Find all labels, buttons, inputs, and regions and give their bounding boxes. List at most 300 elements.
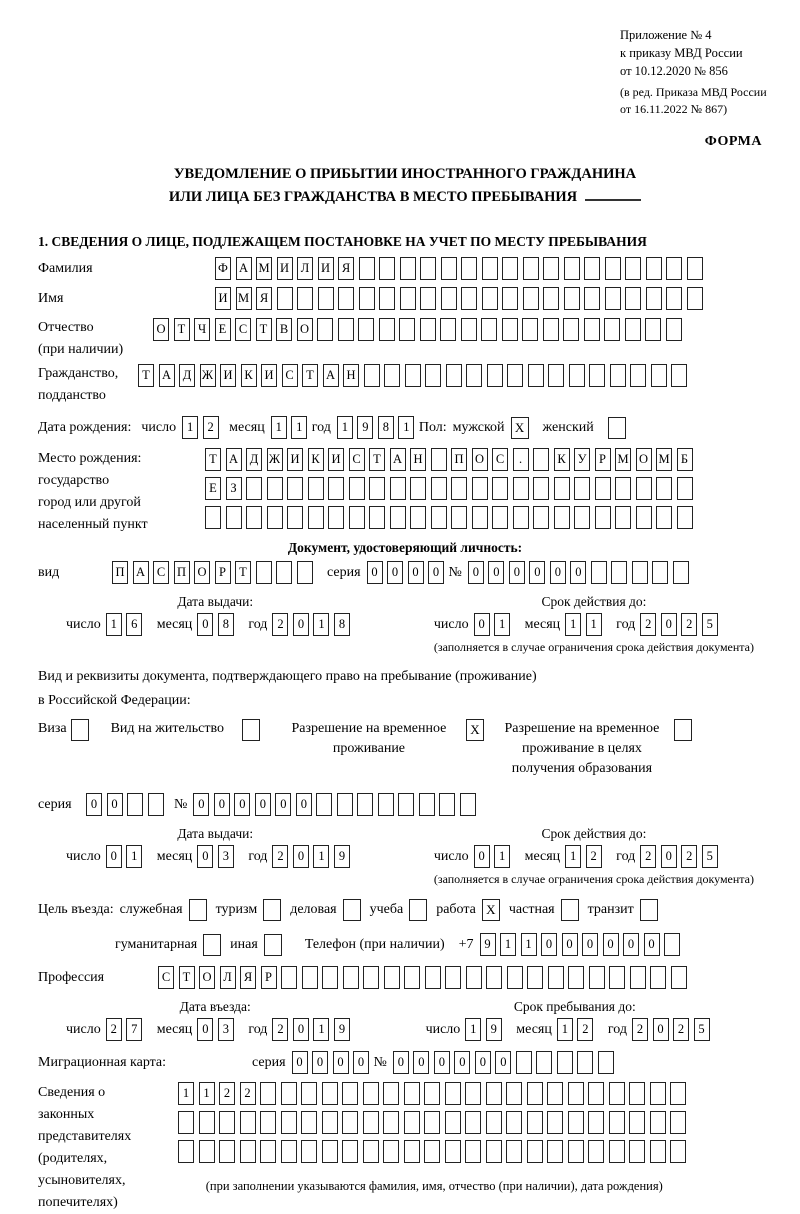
char-cell[interactable]: 0 (353, 1051, 369, 1074)
char-cell[interactable]: 0 (509, 561, 525, 584)
char-cell[interactable] (369, 477, 385, 500)
char-cell[interactable] (338, 318, 354, 341)
char-cell[interactable]: 0 (387, 561, 403, 584)
char-cell[interactable] (357, 793, 373, 816)
char-cell[interactable]: 2 (640, 845, 656, 868)
char-cell[interactable]: 1 (565, 613, 581, 636)
char-cell[interactable] (666, 287, 682, 310)
char-cell[interactable]: Я (338, 257, 354, 280)
char-cell[interactable] (267, 506, 283, 529)
char-cell[interactable]: 0 (197, 1018, 213, 1041)
char-cell[interactable]: 1 (313, 613, 329, 636)
char-cell[interactable] (547, 1140, 563, 1163)
char-cell[interactable] (611, 561, 627, 584)
char-cell[interactable] (527, 966, 543, 989)
char-cell[interactable] (506, 1111, 522, 1134)
purpose-tourism-checkbox[interactable] (263, 899, 281, 921)
char-cell[interactable] (536, 1051, 552, 1074)
char-cell[interactable] (533, 506, 549, 529)
char-cell[interactable] (281, 1111, 297, 1134)
char-cell[interactable] (543, 287, 559, 310)
char-cell[interactable]: 1 (178, 1082, 194, 1105)
option-residence-permit-checkbox[interactable] (242, 719, 260, 741)
char-cell[interactable]: С (349, 448, 365, 471)
char-cell[interactable]: 0 (474, 845, 490, 868)
char-cell[interactable] (610, 364, 626, 387)
char-cell[interactable] (577, 1051, 593, 1074)
char-cell[interactable] (527, 1140, 543, 1163)
char-cell[interactable]: 8 (378, 416, 394, 439)
char-cell[interactable] (439, 793, 455, 816)
char-cell[interactable] (205, 506, 221, 529)
char-cell[interactable] (398, 793, 414, 816)
char-cell[interactable] (246, 506, 262, 529)
char-cell[interactable]: 3 (218, 1018, 234, 1041)
char-cell[interactable] (337, 793, 353, 816)
char-cell[interactable] (316, 793, 332, 816)
char-cell[interactable] (595, 506, 611, 529)
char-cell[interactable]: И (287, 448, 303, 471)
char-cell[interactable]: Е (205, 477, 221, 500)
char-cell[interactable]: 0 (623, 933, 639, 956)
char-cell[interactable] (425, 364, 441, 387)
char-cell[interactable] (588, 1111, 604, 1134)
char-cell[interactable] (533, 448, 549, 471)
char-cell[interactable]: Р (595, 448, 611, 471)
char-cell[interactable] (267, 477, 283, 500)
char-cell[interactable]: 0 (293, 1018, 309, 1041)
char-cell[interactable]: 0 (550, 561, 566, 584)
char-cell[interactable]: 1 (521, 933, 537, 956)
char-cell[interactable] (506, 1082, 522, 1105)
char-cell[interactable] (379, 318, 395, 341)
char-cell[interactable]: 0 (234, 793, 250, 816)
char-cell[interactable] (349, 506, 365, 529)
char-cell[interactable] (404, 1082, 420, 1105)
char-cell[interactable]: П (451, 448, 467, 471)
char-cell[interactable]: 5 (694, 1018, 710, 1041)
char-cell[interactable] (656, 506, 672, 529)
char-cell[interactable] (589, 364, 605, 387)
char-cell[interactable] (322, 966, 338, 989)
char-cell[interactable] (420, 257, 436, 280)
char-cell[interactable] (646, 257, 662, 280)
purpose-business-checkbox[interactable] (343, 899, 361, 921)
char-cell[interactable] (441, 257, 457, 280)
char-cell[interactable] (502, 257, 518, 280)
char-cell[interactable]: А (323, 364, 339, 387)
char-cell[interactable]: 0 (106, 845, 122, 868)
char-cell[interactable]: О (153, 318, 169, 341)
char-cell[interactable] (568, 1082, 584, 1105)
char-cell[interactable]: 1 (313, 845, 329, 868)
purpose-official-checkbox[interactable] (189, 899, 207, 921)
char-cell[interactable] (400, 257, 416, 280)
char-cell[interactable]: 0 (293, 613, 309, 636)
char-cell[interactable] (287, 506, 303, 529)
char-cell[interactable] (441, 287, 457, 310)
char-cell[interactable] (523, 257, 539, 280)
char-cell[interactable] (591, 561, 607, 584)
char-cell[interactable]: Е (215, 318, 231, 341)
char-cell[interactable]: Ч (194, 318, 210, 341)
char-cell[interactable] (625, 287, 641, 310)
char-cell[interactable] (379, 287, 395, 310)
char-cell[interactable] (625, 318, 641, 341)
char-cell[interactable] (199, 1140, 215, 1163)
char-cell[interactable] (609, 1111, 625, 1134)
char-cell[interactable] (656, 477, 672, 500)
char-cell[interactable] (358, 318, 374, 341)
char-cell[interactable] (487, 364, 503, 387)
char-cell[interactable] (383, 1140, 399, 1163)
sex-male-checkbox[interactable]: X (511, 417, 529, 439)
char-cell[interactable]: Т (302, 364, 318, 387)
char-cell[interactable] (492, 477, 508, 500)
char-cell[interactable]: 0 (562, 933, 578, 956)
char-cell[interactable] (281, 1140, 297, 1163)
char-cell[interactable]: О (199, 966, 215, 989)
char-cell[interactable]: 0 (434, 1051, 450, 1074)
char-cell[interactable] (301, 1111, 317, 1134)
char-cell[interactable] (466, 966, 482, 989)
char-cell[interactable]: А (133, 561, 149, 584)
char-cell[interactable]: 0 (495, 1051, 511, 1074)
char-cell[interactable]: 1 (337, 416, 353, 439)
char-cell[interactable] (588, 1140, 604, 1163)
char-cell[interactable]: 9 (357, 416, 373, 439)
char-cell[interactable] (465, 1111, 481, 1134)
char-cell[interactable] (615, 506, 631, 529)
char-cell[interactable] (630, 364, 646, 387)
char-cell[interactable]: 1 (313, 1018, 329, 1041)
char-cell[interactable]: Р (261, 966, 277, 989)
char-cell[interactable] (338, 287, 354, 310)
char-cell[interactable] (410, 477, 426, 500)
char-cell[interactable]: Т (235, 561, 251, 584)
char-cell[interactable] (404, 1111, 420, 1134)
char-cell[interactable]: П (112, 561, 128, 584)
char-cell[interactable] (574, 506, 590, 529)
char-cell[interactable] (516, 1051, 532, 1074)
char-cell[interactable]: Б (677, 448, 693, 471)
char-cell[interactable]: 0 (367, 561, 383, 584)
char-cell[interactable]: 0 (275, 793, 291, 816)
char-cell[interactable]: Л (297, 257, 313, 280)
option-temp-residence-education-checkbox[interactable] (674, 719, 692, 741)
char-cell[interactable] (445, 1082, 461, 1105)
char-cell[interactable]: 3 (218, 845, 234, 868)
char-cell[interactable]: А (226, 448, 242, 471)
purpose-work-checkbox[interactable]: X (482, 899, 500, 921)
char-cell[interactable]: Т (179, 966, 195, 989)
char-cell[interactable] (379, 257, 395, 280)
char-cell[interactable] (636, 477, 652, 500)
char-cell[interactable] (609, 966, 625, 989)
char-cell[interactable] (486, 1111, 502, 1134)
char-cell[interactable]: А (159, 364, 175, 387)
char-cell[interactable] (472, 477, 488, 500)
char-cell[interactable] (276, 561, 292, 584)
char-cell[interactable]: 0 (603, 933, 619, 956)
char-cell[interactable] (670, 1111, 686, 1134)
char-cell[interactable] (547, 1111, 563, 1134)
char-cell[interactable]: 2 (240, 1082, 256, 1105)
char-cell[interactable] (219, 1140, 235, 1163)
char-cell[interactable]: 0 (393, 1051, 409, 1074)
char-cell[interactable] (466, 364, 482, 387)
char-cell[interactable] (328, 506, 344, 529)
char-cell[interactable] (461, 287, 477, 310)
char-cell[interactable] (568, 1111, 584, 1134)
char-cell[interactable] (486, 1140, 502, 1163)
option-temp-residence-checkbox[interactable]: X (466, 719, 484, 741)
char-cell[interactable]: 0 (661, 613, 677, 636)
char-cell[interactable] (240, 1140, 256, 1163)
char-cell[interactable]: А (390, 448, 406, 471)
char-cell[interactable] (548, 966, 564, 989)
char-cell[interactable] (445, 966, 461, 989)
char-cell[interactable] (405, 364, 421, 387)
char-cell[interactable]: С (153, 561, 169, 584)
char-cell[interactable]: 2 (272, 613, 288, 636)
char-cell[interactable] (502, 318, 518, 341)
char-cell[interactable] (584, 287, 600, 310)
char-cell[interactable] (563, 318, 579, 341)
char-cell[interactable] (404, 966, 420, 989)
char-cell[interactable] (364, 364, 380, 387)
char-cell[interactable]: 0 (570, 561, 586, 584)
char-cell[interactable] (431, 477, 447, 500)
char-cell[interactable]: К (241, 364, 257, 387)
char-cell[interactable]: 1 (291, 416, 307, 439)
char-cell[interactable]: 0 (529, 561, 545, 584)
char-cell[interactable]: О (194, 561, 210, 584)
char-cell[interactable]: 1 (271, 416, 287, 439)
char-cell[interactable] (650, 1140, 666, 1163)
char-cell[interactable]: И (328, 448, 344, 471)
char-cell[interactable]: Т (205, 448, 221, 471)
char-cell[interactable] (630, 966, 646, 989)
char-cell[interactable]: 0 (333, 1051, 349, 1074)
char-cell[interactable] (595, 477, 611, 500)
char-cell[interactable]: Р (215, 561, 231, 584)
purpose-study-checkbox[interactable] (409, 899, 427, 921)
char-cell[interactable]: 0 (255, 793, 271, 816)
char-cell[interactable] (420, 287, 436, 310)
char-cell[interactable]: 1 (199, 1082, 215, 1105)
char-cell[interactable] (615, 477, 631, 500)
char-cell[interactable] (528, 364, 544, 387)
char-cell[interactable]: Ж (200, 364, 216, 387)
char-cell[interactable]: 0 (582, 933, 598, 956)
char-cell[interactable] (328, 477, 344, 500)
char-cell[interactable] (548, 364, 564, 387)
char-cell[interactable] (650, 1082, 666, 1105)
char-cell[interactable]: 0 (661, 845, 677, 868)
char-cell[interactable] (629, 1140, 645, 1163)
char-cell[interactable] (384, 966, 400, 989)
char-cell[interactable]: П (174, 561, 190, 584)
char-cell[interactable]: 0 (193, 793, 209, 816)
char-cell[interactable]: Я (240, 966, 256, 989)
char-cell[interactable] (308, 506, 324, 529)
char-cell[interactable] (598, 1051, 614, 1074)
char-cell[interactable]: 0 (653, 1018, 669, 1041)
char-cell[interactable]: 5 (702, 845, 718, 868)
char-cell[interactable]: У (574, 448, 590, 471)
char-cell[interactable]: Л (220, 966, 236, 989)
char-cell[interactable]: 9 (334, 845, 350, 868)
char-cell[interactable] (359, 287, 375, 310)
char-cell[interactable] (574, 477, 590, 500)
char-cell[interactable] (523, 287, 539, 310)
char-cell[interactable]: З (226, 477, 242, 500)
char-cell[interactable] (322, 1111, 338, 1134)
char-cell[interactable] (651, 364, 667, 387)
char-cell[interactable]: 9 (480, 933, 496, 956)
char-cell[interactable] (650, 1111, 666, 1134)
char-cell[interactable] (584, 318, 600, 341)
char-cell[interactable]: 2 (106, 1018, 122, 1041)
char-cell[interactable] (554, 506, 570, 529)
char-cell[interactable] (543, 257, 559, 280)
char-cell[interactable] (557, 1051, 573, 1074)
char-cell[interactable] (419, 793, 435, 816)
char-cell[interactable]: 0 (413, 1051, 429, 1074)
char-cell[interactable] (301, 1140, 317, 1163)
char-cell[interactable] (584, 257, 600, 280)
char-cell[interactable] (588, 1082, 604, 1105)
char-cell[interactable] (343, 966, 359, 989)
char-cell[interactable]: 1 (182, 416, 198, 439)
char-cell[interactable]: 2 (577, 1018, 593, 1041)
char-cell[interactable] (342, 1140, 358, 1163)
char-cell[interactable] (424, 1111, 440, 1134)
char-cell[interactable] (424, 1140, 440, 1163)
char-cell[interactable] (482, 287, 498, 310)
char-cell[interactable] (399, 318, 415, 341)
char-cell[interactable] (461, 257, 477, 280)
char-cell[interactable] (297, 287, 313, 310)
char-cell[interactable]: 0 (644, 933, 660, 956)
char-cell[interactable]: . (513, 448, 529, 471)
char-cell[interactable]: С (158, 966, 174, 989)
char-cell[interactable] (431, 506, 447, 529)
char-cell[interactable] (410, 506, 426, 529)
char-cell[interactable]: 1 (106, 613, 122, 636)
char-cell[interactable] (492, 506, 508, 529)
char-cell[interactable] (451, 477, 467, 500)
char-cell[interactable]: 0 (454, 1051, 470, 1074)
char-cell[interactable]: 0 (475, 1051, 491, 1074)
char-cell[interactable] (646, 287, 662, 310)
purpose-other-checkbox[interactable] (264, 934, 282, 956)
char-cell[interactable]: 0 (468, 561, 484, 584)
char-cell[interactable]: 0 (86, 793, 102, 816)
char-cell[interactable] (363, 966, 379, 989)
sex-female-checkbox[interactable] (608, 417, 626, 439)
char-cell[interactable]: 2 (272, 1018, 288, 1041)
char-cell[interactable] (240, 1111, 256, 1134)
char-cell[interactable] (219, 1111, 235, 1134)
char-cell[interactable]: М (256, 257, 272, 280)
char-cell[interactable] (533, 477, 549, 500)
char-cell[interactable] (363, 1111, 379, 1134)
char-cell[interactable] (369, 506, 385, 529)
char-cell[interactable] (178, 1111, 194, 1134)
char-cell[interactable] (687, 287, 703, 310)
char-cell[interactable] (513, 506, 529, 529)
char-cell[interactable] (671, 364, 687, 387)
char-cell[interactable]: Н (410, 448, 426, 471)
char-cell[interactable]: 1 (586, 613, 602, 636)
char-cell[interactable] (322, 1082, 338, 1105)
char-cell[interactable]: 0 (197, 613, 213, 636)
char-cell[interactable] (400, 287, 416, 310)
char-cell[interactable]: 0 (312, 1051, 328, 1074)
char-cell[interactable] (297, 561, 313, 584)
char-cell[interactable] (363, 1082, 379, 1105)
char-cell[interactable] (424, 1082, 440, 1105)
char-cell[interactable]: 6 (126, 613, 142, 636)
char-cell[interactable] (507, 966, 523, 989)
char-cell[interactable]: Д (179, 364, 195, 387)
char-cell[interactable] (431, 448, 447, 471)
char-cell[interactable] (605, 287, 621, 310)
char-cell[interactable] (564, 287, 580, 310)
char-cell[interactable] (440, 318, 456, 341)
char-cell[interactable]: 2 (681, 613, 697, 636)
char-cell[interactable] (301, 1082, 317, 1105)
char-cell[interactable]: А (236, 257, 252, 280)
char-cell[interactable]: 2 (681, 845, 697, 868)
char-cell[interactable]: С (492, 448, 508, 471)
purpose-humanitarian-checkbox[interactable] (203, 934, 221, 956)
char-cell[interactable] (378, 793, 394, 816)
char-cell[interactable]: 2 (272, 845, 288, 868)
char-cell[interactable]: К (554, 448, 570, 471)
char-cell[interactable] (629, 1111, 645, 1134)
char-cell[interactable]: 8 (218, 613, 234, 636)
char-cell[interactable]: 8 (334, 613, 350, 636)
char-cell[interactable]: Н (343, 364, 359, 387)
char-cell[interactable]: К (308, 448, 324, 471)
char-cell[interactable] (670, 1082, 686, 1105)
char-cell[interactable]: Я (256, 287, 272, 310)
char-cell[interactable] (605, 257, 621, 280)
char-cell[interactable] (445, 1111, 461, 1134)
char-cell[interactable] (568, 966, 584, 989)
char-cell[interactable] (589, 966, 605, 989)
char-cell[interactable] (404, 1140, 420, 1163)
char-cell[interactable]: 0 (293, 845, 309, 868)
char-cell[interactable] (506, 1140, 522, 1163)
char-cell[interactable] (507, 364, 523, 387)
char-cell[interactable] (482, 257, 498, 280)
char-cell[interactable]: Ф (215, 257, 231, 280)
char-cell[interactable] (178, 1140, 194, 1163)
char-cell[interactable]: 1 (500, 933, 516, 956)
char-cell[interactable] (383, 1082, 399, 1105)
char-cell[interactable] (460, 793, 476, 816)
char-cell[interactable] (671, 966, 687, 989)
char-cell[interactable]: Ж (267, 448, 283, 471)
char-cell[interactable]: 2 (219, 1082, 235, 1105)
char-cell[interactable] (666, 257, 682, 280)
char-cell[interactable]: 2 (586, 845, 602, 868)
char-cell[interactable]: 0 (408, 561, 424, 584)
